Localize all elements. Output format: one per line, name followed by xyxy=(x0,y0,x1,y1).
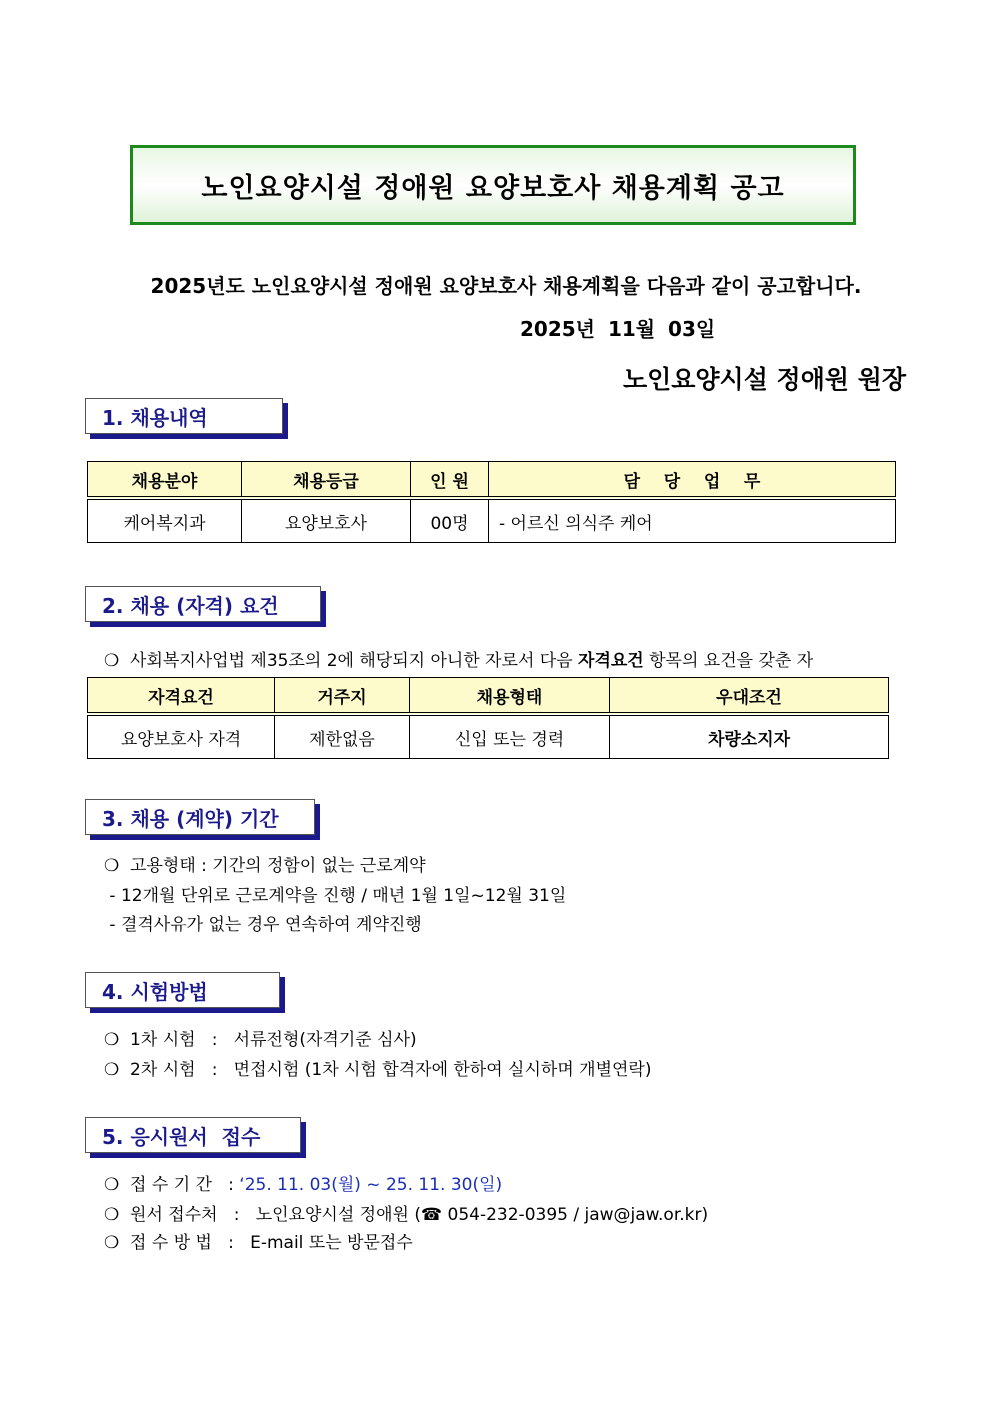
page-title: 노인요양시설 정애원 요양보호사 채용계획 공고 xyxy=(201,172,785,204)
contract-line-3: - 결격사유가 없는 경우 연속하여 계약진행 xyxy=(104,915,422,935)
header-qualification: 자격요건 xyxy=(88,678,275,715)
section-5-heading: 5. 응시원서 접수 xyxy=(85,1117,301,1153)
cell-count: 00명 xyxy=(411,498,489,543)
signer: 노인요양시설 정애원 원장 xyxy=(622,365,906,394)
contract-line-1: ❍ 고용형태 : 기간의 정함이 없는 근로계약 xyxy=(104,856,426,876)
cell-grade: 요양보호사 xyxy=(242,498,411,543)
header-grade: 채용등급 xyxy=(242,462,411,499)
header-duty: 담 당 업 무 xyxy=(489,462,896,499)
cell-residence: 제한없음 xyxy=(275,714,410,759)
exam-line-1: ❍ 1차 시험 : 서류전형(자격기준 심사) xyxy=(104,1030,417,1050)
eligibility-line: ❍ 사회복지사업법 제35조의 2에 해당되지 아니한 자로서 다음 자격요건 항목의 요건을 갖춘 자 xyxy=(104,651,814,671)
section-1-heading: 1. 채용내역 xyxy=(85,398,283,434)
cell-field: 케어복지과 xyxy=(88,498,242,543)
qualification-table xyxy=(87,677,889,759)
header-residence: 거주지 xyxy=(275,678,410,715)
announcement-date: 2025년 11월 03일 xyxy=(520,317,716,341)
header-preference: 우대조건 xyxy=(610,678,889,715)
recruitment-table xyxy=(87,461,896,543)
header-count: 인 원 xyxy=(411,462,489,499)
cell-qualification: 요양보호사 자격 xyxy=(88,714,275,759)
section-2-heading: 2. 채용 (자격) 요건 xyxy=(85,586,321,622)
contract-line-2: - 12개월 단위로 근로계약을 진행 / 매년 1월 1일~12월 31일 xyxy=(104,886,567,906)
application-place: ❍ 원서 접수처 : 노인요양시설 정애원 (☎ 054-232-0395 / jaw@jaw.or.kr) xyxy=(104,1205,709,1225)
section-4-heading: 4. 시험방법 xyxy=(85,972,280,1008)
section-3-heading: 3. 채용 (계약) 기간 xyxy=(85,799,315,835)
intro-text: 2025년도 노인요양시설 정애원 요양보호사 채용계획을 다음과 같이 공고합니다. xyxy=(150,274,862,298)
header-employment-type: 채용형태 xyxy=(410,678,610,715)
title-box xyxy=(130,145,856,225)
cell-duty: - 어르신 의식주 케어 xyxy=(489,498,896,543)
cell-employment-type: 신입 또는 경력 xyxy=(410,714,610,759)
application-period: ❍ 접 수 기 간 : ‘25. 11. 03(월) ~ 25. 11. 30(일) xyxy=(104,1175,503,1195)
cell-preference: 차량소지자 xyxy=(610,714,889,759)
application-method: ❍ 접 수 방 법 : E-mail 또는 방문접수 xyxy=(104,1233,413,1253)
exam-line-2: ❍ 2차 시험 : 면접시험 (1차 시험 합격자에 한하여 실시하며 개별연락) xyxy=(104,1060,652,1080)
header-field: 채용분야 xyxy=(88,462,242,499)
